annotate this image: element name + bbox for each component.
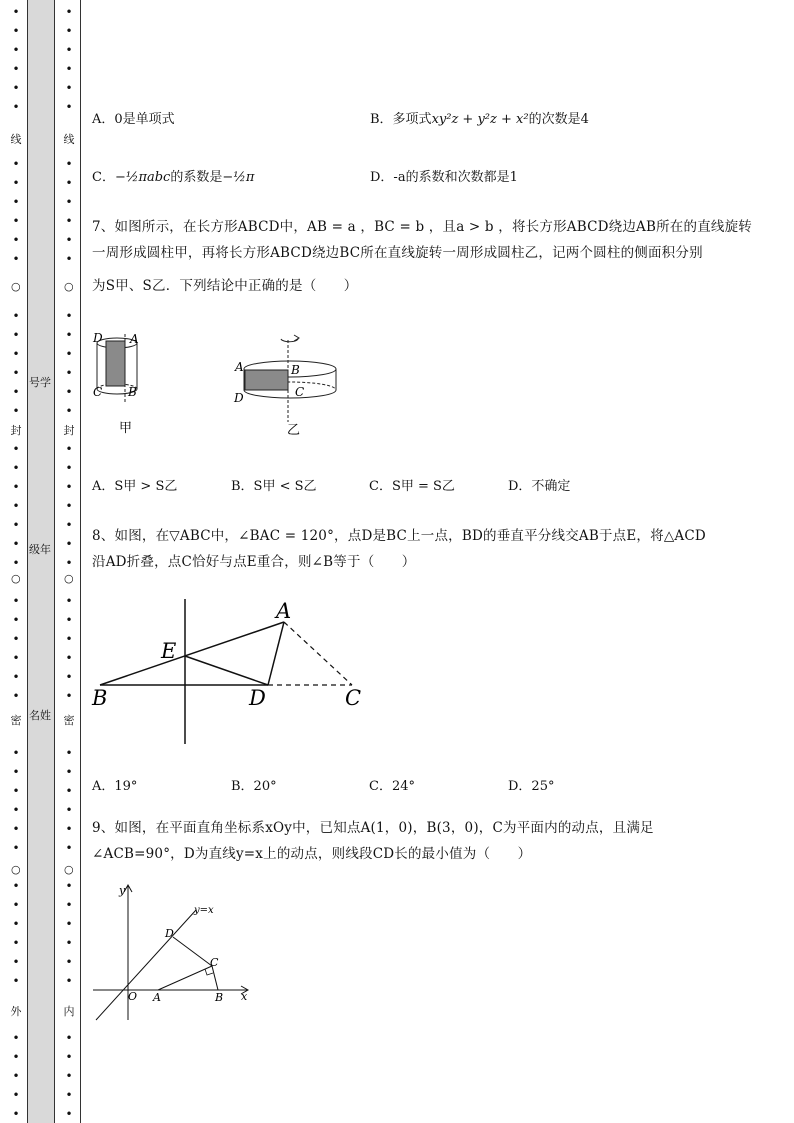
- binding-dot: •: [12, 1050, 20, 1064]
- q8-option-a: A．19°: [92, 779, 138, 794]
- q7-option-d: D．不确定: [508, 479, 571, 494]
- binding-dot: •: [65, 43, 73, 57]
- segment-ba: [100, 622, 284, 685]
- binding-dot: •: [65, 385, 73, 399]
- segment-cb: [212, 966, 218, 990]
- binding-dot: •: [12, 1088, 20, 1102]
- binding-dot: •: [12, 385, 20, 399]
- q8-option-c: C．24°: [369, 779, 415, 794]
- binding-dot: •: [12, 670, 20, 684]
- q6-option-b-expression: xy²z + y²z + x²: [431, 112, 529, 127]
- point-a: A: [276, 599, 292, 623]
- inner-mark-nei: 内: [63, 1005, 75, 1018]
- binding-dot: •: [12, 195, 20, 209]
- binding-dot: •: [12, 841, 20, 855]
- point-c-jia: C: [93, 385, 103, 399]
- binding-dot: •: [65, 176, 73, 190]
- binding-dot: •: [65, 1107, 73, 1121]
- point-d: D: [165, 927, 174, 940]
- binding-dot: •: [12, 632, 20, 646]
- cylinder-yi-bottom-front: [244, 390, 336, 398]
- binding-dot: •: [12, 404, 20, 418]
- binding-dot: •: [12, 24, 20, 38]
- binding-dot: •: [65, 233, 73, 247]
- binding-dot: •: [12, 746, 20, 760]
- cylinder-jia-caption: 甲: [119, 421, 133, 436]
- point-a-yi: A: [235, 360, 244, 374]
- binding-dot: •: [65, 499, 73, 513]
- binding-dot: •: [65, 955, 73, 969]
- binding-dot: •: [65, 537, 73, 551]
- outer-mark-mi: 密: [10, 714, 22, 727]
- binding-dot: •: [65, 347, 73, 361]
- q7-figure: [88, 322, 358, 442]
- right-angle-mark: [205, 969, 213, 975]
- binding-dot: •: [12, 613, 20, 627]
- point-a-jia: A: [130, 332, 139, 346]
- axis-label-y: y: [119, 884, 126, 897]
- binding-dot: •: [12, 62, 20, 76]
- binding-dot: •: [12, 1107, 20, 1121]
- point-c: C: [210, 956, 219, 969]
- binding-dot: •: [12, 955, 20, 969]
- q6-option-c-expression-1: −½πabc: [114, 170, 171, 185]
- q9-figure: [88, 880, 258, 1025]
- binding-dot: •: [65, 5, 73, 19]
- binding-dot: •: [65, 442, 73, 456]
- binding-dot: •: [12, 689, 20, 703]
- q8-option-d: D．25°: [508, 779, 555, 794]
- binding-circle-icon: ○: [11, 280, 21, 293]
- binding-dot: •: [12, 594, 20, 608]
- cylinder-jia-rectangle: [106, 341, 125, 386]
- binding-dot: •: [65, 974, 73, 988]
- point-c-yi: C: [295, 385, 305, 399]
- binding-dot: •: [65, 879, 73, 893]
- binding-dot: •: [12, 822, 20, 836]
- binding-dot: •: [65, 556, 73, 570]
- binding-dot: •: [65, 366, 73, 380]
- q6-option-c-prefix: C．: [92, 170, 115, 185]
- binding-circle-icon: ○: [11, 863, 21, 876]
- binding-dot: •: [65, 689, 73, 703]
- margin-rule: [80, 0, 81, 1123]
- binding-dot: •: [65, 1031, 73, 1045]
- cylinder-yi-caption: 乙: [287, 423, 301, 438]
- binding-dot: •: [12, 1031, 20, 1045]
- binding-dot: •: [65, 822, 73, 836]
- inner-mark-mi: 密: [63, 714, 75, 727]
- student-info-band: [27, 0, 55, 1123]
- binding-dot: •: [12, 309, 20, 323]
- q6-option-c: [92, 166, 254, 185]
- student-number-label: 号学: [29, 376, 51, 389]
- binding-dot: •: [12, 537, 20, 551]
- binding-dot: •: [12, 1069, 20, 1083]
- axis-label-x: x: [241, 990, 248, 1003]
- binding-dot: •: [12, 974, 20, 988]
- q6-option-b-prefix: B．多项式: [370, 112, 432, 127]
- binding-dot: •: [12, 651, 20, 665]
- line-y-equals-x: [96, 910, 196, 1020]
- segment-ad: [268, 622, 284, 685]
- point-e: E: [161, 639, 177, 663]
- q6-option-d: D．-a的系数和次数都是1: [370, 170, 518, 185]
- binding-dot: •: [65, 841, 73, 855]
- q8-figure: [88, 594, 378, 749]
- binding-dot: •: [65, 480, 73, 494]
- q6-option-a: A．0是单项式: [92, 112, 175, 127]
- binding-dot: •: [12, 518, 20, 532]
- point-d: D: [249, 686, 266, 710]
- binding-dot: •: [65, 62, 73, 76]
- binding-dot: •: [65, 461, 73, 475]
- point-b: B: [215, 991, 224, 1004]
- cylinder-yi: [233, 335, 336, 438]
- binding-dot: •: [65, 936, 73, 950]
- binding-dot: •: [12, 803, 20, 817]
- binding-dot: •: [65, 670, 73, 684]
- q6-option-c-expression-2: −½π: [222, 170, 255, 185]
- q8-option-b: B．20°: [231, 779, 277, 794]
- q7-text-line-3: 为S甲、S乙．下列结论中正确的是（ ）: [92, 278, 358, 294]
- binding-margin: [0, 0, 82, 1123]
- q6-option-b: [370, 108, 589, 127]
- binding-dot: •: [65, 613, 73, 627]
- binding-dot: •: [65, 328, 73, 342]
- q8-text-line-1: 8、如图，在▽ABC中，∠BAC = 120°，点D是BC上一点，BD的垂直平分线交AB于点E，将△ACD: [92, 528, 706, 544]
- binding-dot: •: [12, 784, 20, 798]
- binding-dot: •: [65, 100, 73, 114]
- binding-dot: •: [65, 309, 73, 323]
- binding-dot: •: [12, 328, 20, 342]
- q7-option-c: C．S甲 = S乙: [369, 479, 455, 494]
- segment-ed: [185, 656, 268, 685]
- binding-dot: •: [12, 499, 20, 513]
- point-b-jia: B: [128, 385, 137, 399]
- binding-dot: •: [12, 157, 20, 171]
- segment-dc: [173, 937, 212, 966]
- binding-dot: •: [12, 366, 20, 380]
- binding-dot: •: [12, 936, 20, 950]
- binding-dot: •: [12, 214, 20, 228]
- point-c: C: [345, 686, 362, 710]
- q9-text-line-1: 9、如图，在平面直角坐标系xOy中，已知点A(1，0)，B(3，0)，C为平面内的动点，且满足: [92, 820, 654, 836]
- binding-dot: •: [65, 803, 73, 817]
- q6-option-b-suffix: 的次数是4: [528, 112, 589, 127]
- binding-dot: •: [65, 81, 73, 95]
- point-d-jia: D: [93, 331, 103, 345]
- binding-dot: •: [65, 214, 73, 228]
- binding-circle-icon: ○: [64, 863, 74, 876]
- binding-circle-icon: ○: [64, 280, 74, 293]
- grade-label: 级年: [29, 543, 51, 556]
- binding-dot: •: [65, 765, 73, 779]
- binding-dot: •: [12, 917, 20, 931]
- point-b-yi: B: [291, 363, 300, 377]
- inner-mark-xian: 线: [63, 133, 75, 146]
- binding-dot: •: [65, 784, 73, 798]
- binding-dot: •: [65, 898, 73, 912]
- binding-circle-icon: ○: [64, 572, 74, 585]
- binding-dot: •: [12, 233, 20, 247]
- point-a: A: [153, 991, 161, 1004]
- point-d-yi: D: [234, 391, 244, 405]
- binding-dot: •: [65, 1050, 73, 1064]
- binding-dot: •: [12, 347, 20, 361]
- q7-option-a: A．S甲 > S乙: [92, 479, 178, 494]
- binding-dot: •: [65, 24, 73, 38]
- binding-dot: •: [65, 157, 73, 171]
- point-b: B: [92, 686, 108, 710]
- binding-dot: •: [65, 195, 73, 209]
- q7-text-line-1: 7、如图所示，在长方形ABCD中，AB = a ，BC = b ，且a > b ，将长方形ABCD绕边AB所在的直线旋转: [92, 219, 753, 235]
- binding-dot: •: [65, 404, 73, 418]
- binding-dot: •: [65, 917, 73, 931]
- binding-dot: •: [65, 1088, 73, 1102]
- line-label-y-equals-x: y=x: [194, 905, 214, 916]
- binding-dot: •: [12, 176, 20, 190]
- segment-ac: [158, 966, 212, 990]
- binding-dot: •: [12, 765, 20, 779]
- q9-text-line-2: ∠ACB=90°，D为直线y=x上的动点，则线段CD长的最小值为（ ）: [92, 846, 532, 862]
- binding-dot: •: [65, 518, 73, 532]
- segment-ac-dashed: [284, 622, 352, 685]
- binding-dot: •: [65, 1069, 73, 1083]
- origin-o: O: [128, 990, 138, 1003]
- binding-circle-icon: ○: [11, 572, 21, 585]
- binding-dot: •: [65, 632, 73, 646]
- binding-dot: •: [12, 879, 20, 893]
- binding-dot: •: [12, 442, 20, 456]
- binding-dot: •: [12, 81, 20, 95]
- binding-dot: •: [12, 100, 20, 114]
- binding-dot: •: [65, 651, 73, 665]
- outer-mark-feng: 封: [10, 424, 22, 437]
- q7-text-line-2: 一周形成圆柱甲，再将长方形ABCD绕边BC所在直线旋转一周形成圆柱乙，记两个圆柱的侧面积分别: [92, 245, 703, 261]
- binding-dot: •: [12, 5, 20, 19]
- binding-dot: •: [12, 461, 20, 475]
- outer-mark-wai: 外: [10, 1005, 22, 1018]
- cylinder-jia: [92, 331, 139, 436]
- outer-mark-xian: 线: [10, 133, 22, 146]
- cylinder-yi-rectangle: [245, 370, 288, 390]
- binding-dot: •: [65, 594, 73, 608]
- q8-text-line-2: 沿AD折叠，点C恰好与点E重合，则∠B等于（ ）: [92, 554, 416, 570]
- binding-dot: •: [65, 746, 73, 760]
- inner-mark-feng: 封: [63, 424, 75, 437]
- binding-dot: •: [12, 43, 20, 57]
- binding-dot: •: [12, 252, 20, 266]
- binding-dot: •: [12, 556, 20, 570]
- name-label: 名姓: [29, 709, 51, 722]
- binding-dot: •: [12, 480, 20, 494]
- q6-option-c-middle: 的系数是: [170, 170, 223, 185]
- binding-dot: •: [65, 252, 73, 266]
- q7-option-b: B．S甲 < S乙: [231, 479, 317, 494]
- binding-dot: •: [12, 898, 20, 912]
